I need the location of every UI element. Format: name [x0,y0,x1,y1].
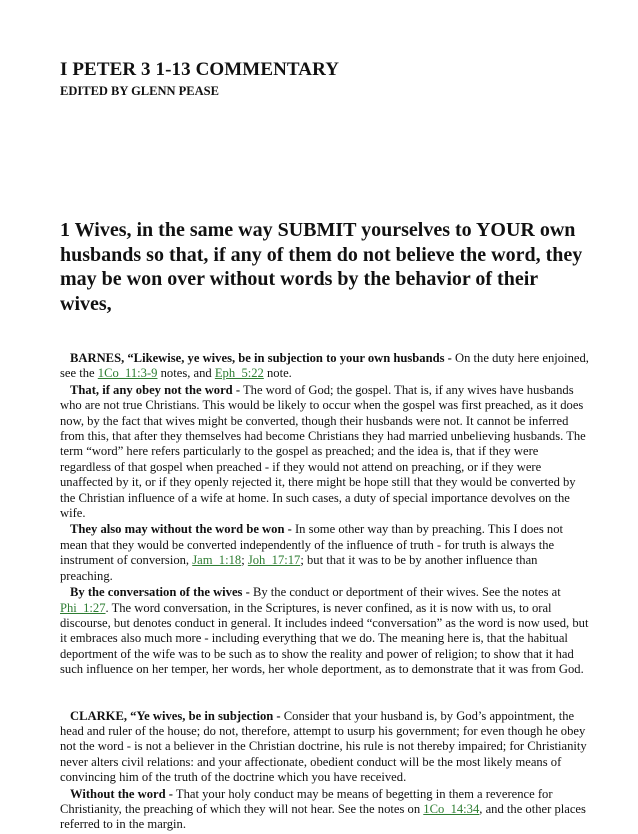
barnes-p1-text-a: On the duty here enjoined, see the [60,351,589,381]
barnes-paragraph-2 [60,383,590,522]
barnes-paragraph-1 [60,351,590,382]
verse-text: 1 Wives, in the same way SUBMIT yourselves to YOUR own husbands so that, if any of them do not believe the word, they may be won over without words by the behavior of their wives, [60,219,583,315]
document-page [60,58,589,832]
barnes-p4-text-a: By the conduct or deportment of their wives. See the notes at [249,585,561,600]
commentary-body [60,351,590,834]
clarke-p2-text-b: , and the other places referred to in the margin. [60,801,586,832]
section-spacer [60,679,590,709]
barnes-p4-heading: By the conversation of the wives - [70,585,250,600]
barnes-p2-text: The word of God; the gospel. That is, if any wives have husbands who are not true Christians. This would be likely to occur when the gospel was first preached, as it does now, by the fact that wives might be converted, though their husbands were not. It cannot be inferred from this, that after they themselves had become Christians they had married unbelieving husbands. The term “word” here refers particularly to the gospel as preached; and the idea is, that if they were regardless of that gospel when preached - if they would not attend on preaching, or if they were unaffected by it, or if they openly rejected it, there might be hope still that they would be converted by the Christian influence of a wife at home. In such cases, a duty of special importance devolves on the wife. [60,382,586,521]
document-subtitle: EDITED BY GLENN PEASE [60,84,219,98]
scripture-link-phi-1[interactable]: Phi_1:27 [60,600,106,615]
barnes-heading: BARNES, “Likewise, ye wives, be in subjection to your own husbands - [70,351,452,365]
scripture-link-1co-11[interactable]: 1Co_11:3-9 [97,366,158,381]
clarke-p2-text-a: That your holy conduct may be means of begetting in them a reverence for Christianity, the preaching of which they will not hear. See the notes on [60,786,553,816]
barnes-p3-heading: They also may without the word be won - [70,522,292,537]
scripture-link-joh-17[interactable]: Joh_17:17 [247,553,301,568]
barnes-p4-text-b: . The word conversation, in the Scriptures, is never confined, as it is now with us, to oral discourse, but denotes conduct in general. It includes indeed “conversation” as the word is now used, but it embraces also much more - including everything that we do. The meaning here is, that the habitual deportment of the wife was to be such as to show the reality and power of religion; to show that it had such influence on her temper, her words, her whole deportment, as to demonstrate that it was from God. [60,600,589,677]
barnes-p3-text-b: ; but that it was to be by another influence than preaching. [60,553,538,583]
barnes-paragraph-4 [60,585,590,677]
barnes-p1-text-c: note. [263,366,292,381]
scripture-link-1co-14[interactable]: 1Co_14:34 [423,801,480,816]
clarke-p1-text: Consider that your husband is, by God’s appointment, the head and ruler of the house; do not, therefore, attempt to usurp his government; for even though he obey not the word - is not a believer in the Christian doctrine, his rule is not thereby impaired; for Christianity never alters civil relations: and your affectionate, obedient conduct will be the most likely means of convincing him of the truth of the doctrine which you have received. [60,708,587,785]
clarke-heading: CLARKE, “Ye wives, be in subjection - [70,708,281,723]
barnes-p2-heading: That, if any obey not the word - [70,382,241,397]
barnes-p1-text-b: notes, and [157,366,215,381]
barnes-paragraph-3 [60,522,590,584]
scripture-link-jam-1[interactable]: Jam_1:18 [192,553,242,568]
clarke-p2-heading: Without the word - [70,786,173,801]
document-title: I PETER 3 1-13 COMMENTARY [60,59,340,80]
clarke-paragraph-1 [60,709,590,786]
barnes-p3-text-a: In some other way than by preaching. This I does not mean that they would be converted independently of the influence of truth - for truth is always the instrument of conversion, [60,522,563,568]
barnes-p3-separator: ; [241,553,248,568]
scripture-link-eph-5[interactable]: Eph_5:22 [214,366,264,381]
